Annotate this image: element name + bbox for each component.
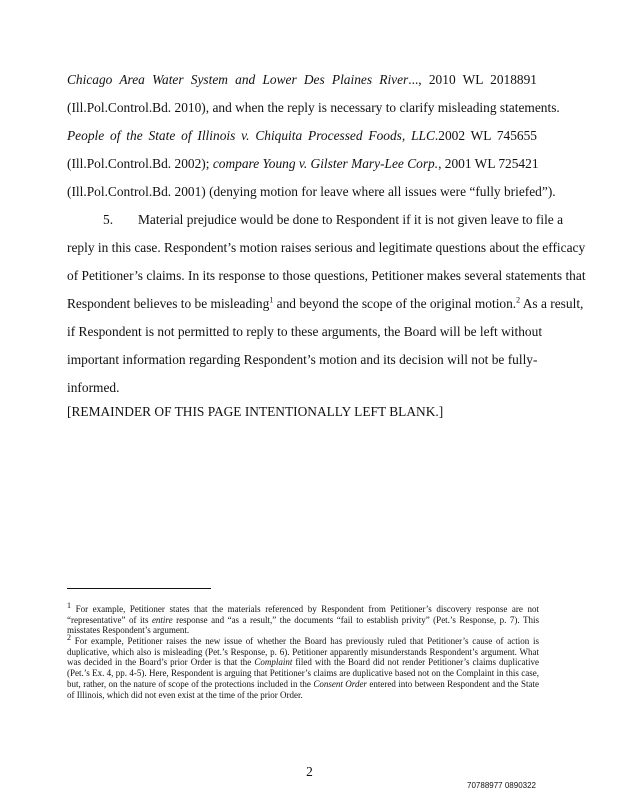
- case-name-chiquita: People of the State of Illinois v. Chiquita Processed Foods, LLC: [67, 128, 435, 143]
- para2-line3: of Petitioner’s claims. In its response to those questions, Petitioner makes several statements that: [67, 268, 586, 283]
- footnote-text: For example, Petitioner states that the materials referenced by Respondent from Petitioner’s discovery response are not “representative” of its: [67, 604, 539, 625]
- para2-text: As a result,: [520, 296, 584, 311]
- para1-line4: [67, 156, 537, 172]
- footnote-marker-2: 2: [67, 633, 71, 642]
- footnote-2: [67, 633, 539, 700]
- footnote-italic: entire: [151, 614, 173, 625]
- citation-text: ..., 2010 WL 2018891: [408, 72, 537, 87]
- para1-line5: (Ill.Pol.Control.Bd. 2001) (denying motion for leave where all issues were “fully briefed”).: [67, 184, 556, 199]
- footnote-text: entered into between Respondent and the State of Illinois, which did not even exist at the time of the prior Order.: [67, 678, 539, 700]
- footnote-italic: Consent Order: [313, 678, 367, 689]
- para1-line1: [67, 72, 537, 88]
- para2-line1: [67, 212, 564, 228]
- para2-text: Respondent believes to be misleading: [67, 296, 270, 311]
- footnote-text: For example, Petitioner raises the new issue of whether the Board has previously ruled that Petitioner’s cause of action is duplicative, which also is misleading (Pet.’s Response, p. 6). Petitioner apparently misunderstands Respondent’s argument. What was decided in the Board’s prior Order is that the: [67, 636, 539, 668]
- footnote-divider: [67, 588, 211, 589]
- case-name-young: compare Young v. Gilster Mary-Lee Corp.: [212, 156, 439, 171]
- footnote-text: response and “as a result,” the documents “fail to establish privity” (Pet.’s Response, p. 7). This misstates Respondent’s argument.: [67, 614, 539, 636]
- para1-line3: [67, 128, 537, 144]
- footnote-ref-2[interactable]: 2: [516, 295, 521, 305]
- remainder-blank-notice: [REMAINDER OF THIS PAGE INTENTIONALLY LEFT BLANK.]: [67, 404, 444, 419]
- footnote-text: filed with the Board did not render Petitioner’s claims duplicative (Pet.’s Ex. 4, pp. 4-5). Here, Respondent is arguing that Petitioner’s claims are duplicative based not on the Complaint in this case, but, rather, on the nature of scope of the protections included in the: [67, 657, 539, 689]
- para1-line2: (Ill.Pol.Control.Bd. 2010), and when the reply is necessary to clarify misleading statements.: [67, 100, 560, 115]
- para2-line6: important information regarding Respondent’s motion and its decision will not be fully-: [67, 352, 538, 367]
- para2-text: Material prejudice would be done to Respondent if it is not given leave to file a: [138, 212, 564, 227]
- para2-line5: if Respondent is not permitted to reply to these arguments, the Board will be left without: [67, 324, 543, 339]
- citation-text: (Ill.Pol.Control.Bd. 2002);: [67, 156, 213, 171]
- paragraph-number: 5.: [103, 212, 114, 227]
- footnote-marker-1: 1: [67, 601, 71, 610]
- citation-text: .2002 WL 745655: [434, 128, 537, 143]
- para2-line2: reply in this case. Respondent’s motion raises serious and legitimate questions about the efficacy: [67, 240, 586, 255]
- para2-line4: [67, 295, 584, 312]
- footnote-italic: Complaint: [254, 657, 293, 668]
- page-number: 2: [306, 764, 313, 779]
- para2-text: and beyond the scope of the original motion.: [273, 296, 517, 311]
- para2-line7: informed.: [67, 380, 120, 395]
- citation-text: , 2001 WL 725421: [438, 156, 539, 171]
- footnote-ref-1[interactable]: 1: [269, 295, 274, 305]
- document-id: 70788977 0890322: [467, 781, 536, 790]
- case-name-chicago: Chicago Area Water System and Lower Des Plaines River: [67, 72, 409, 87]
- footnote-1: [67, 601, 539, 636]
